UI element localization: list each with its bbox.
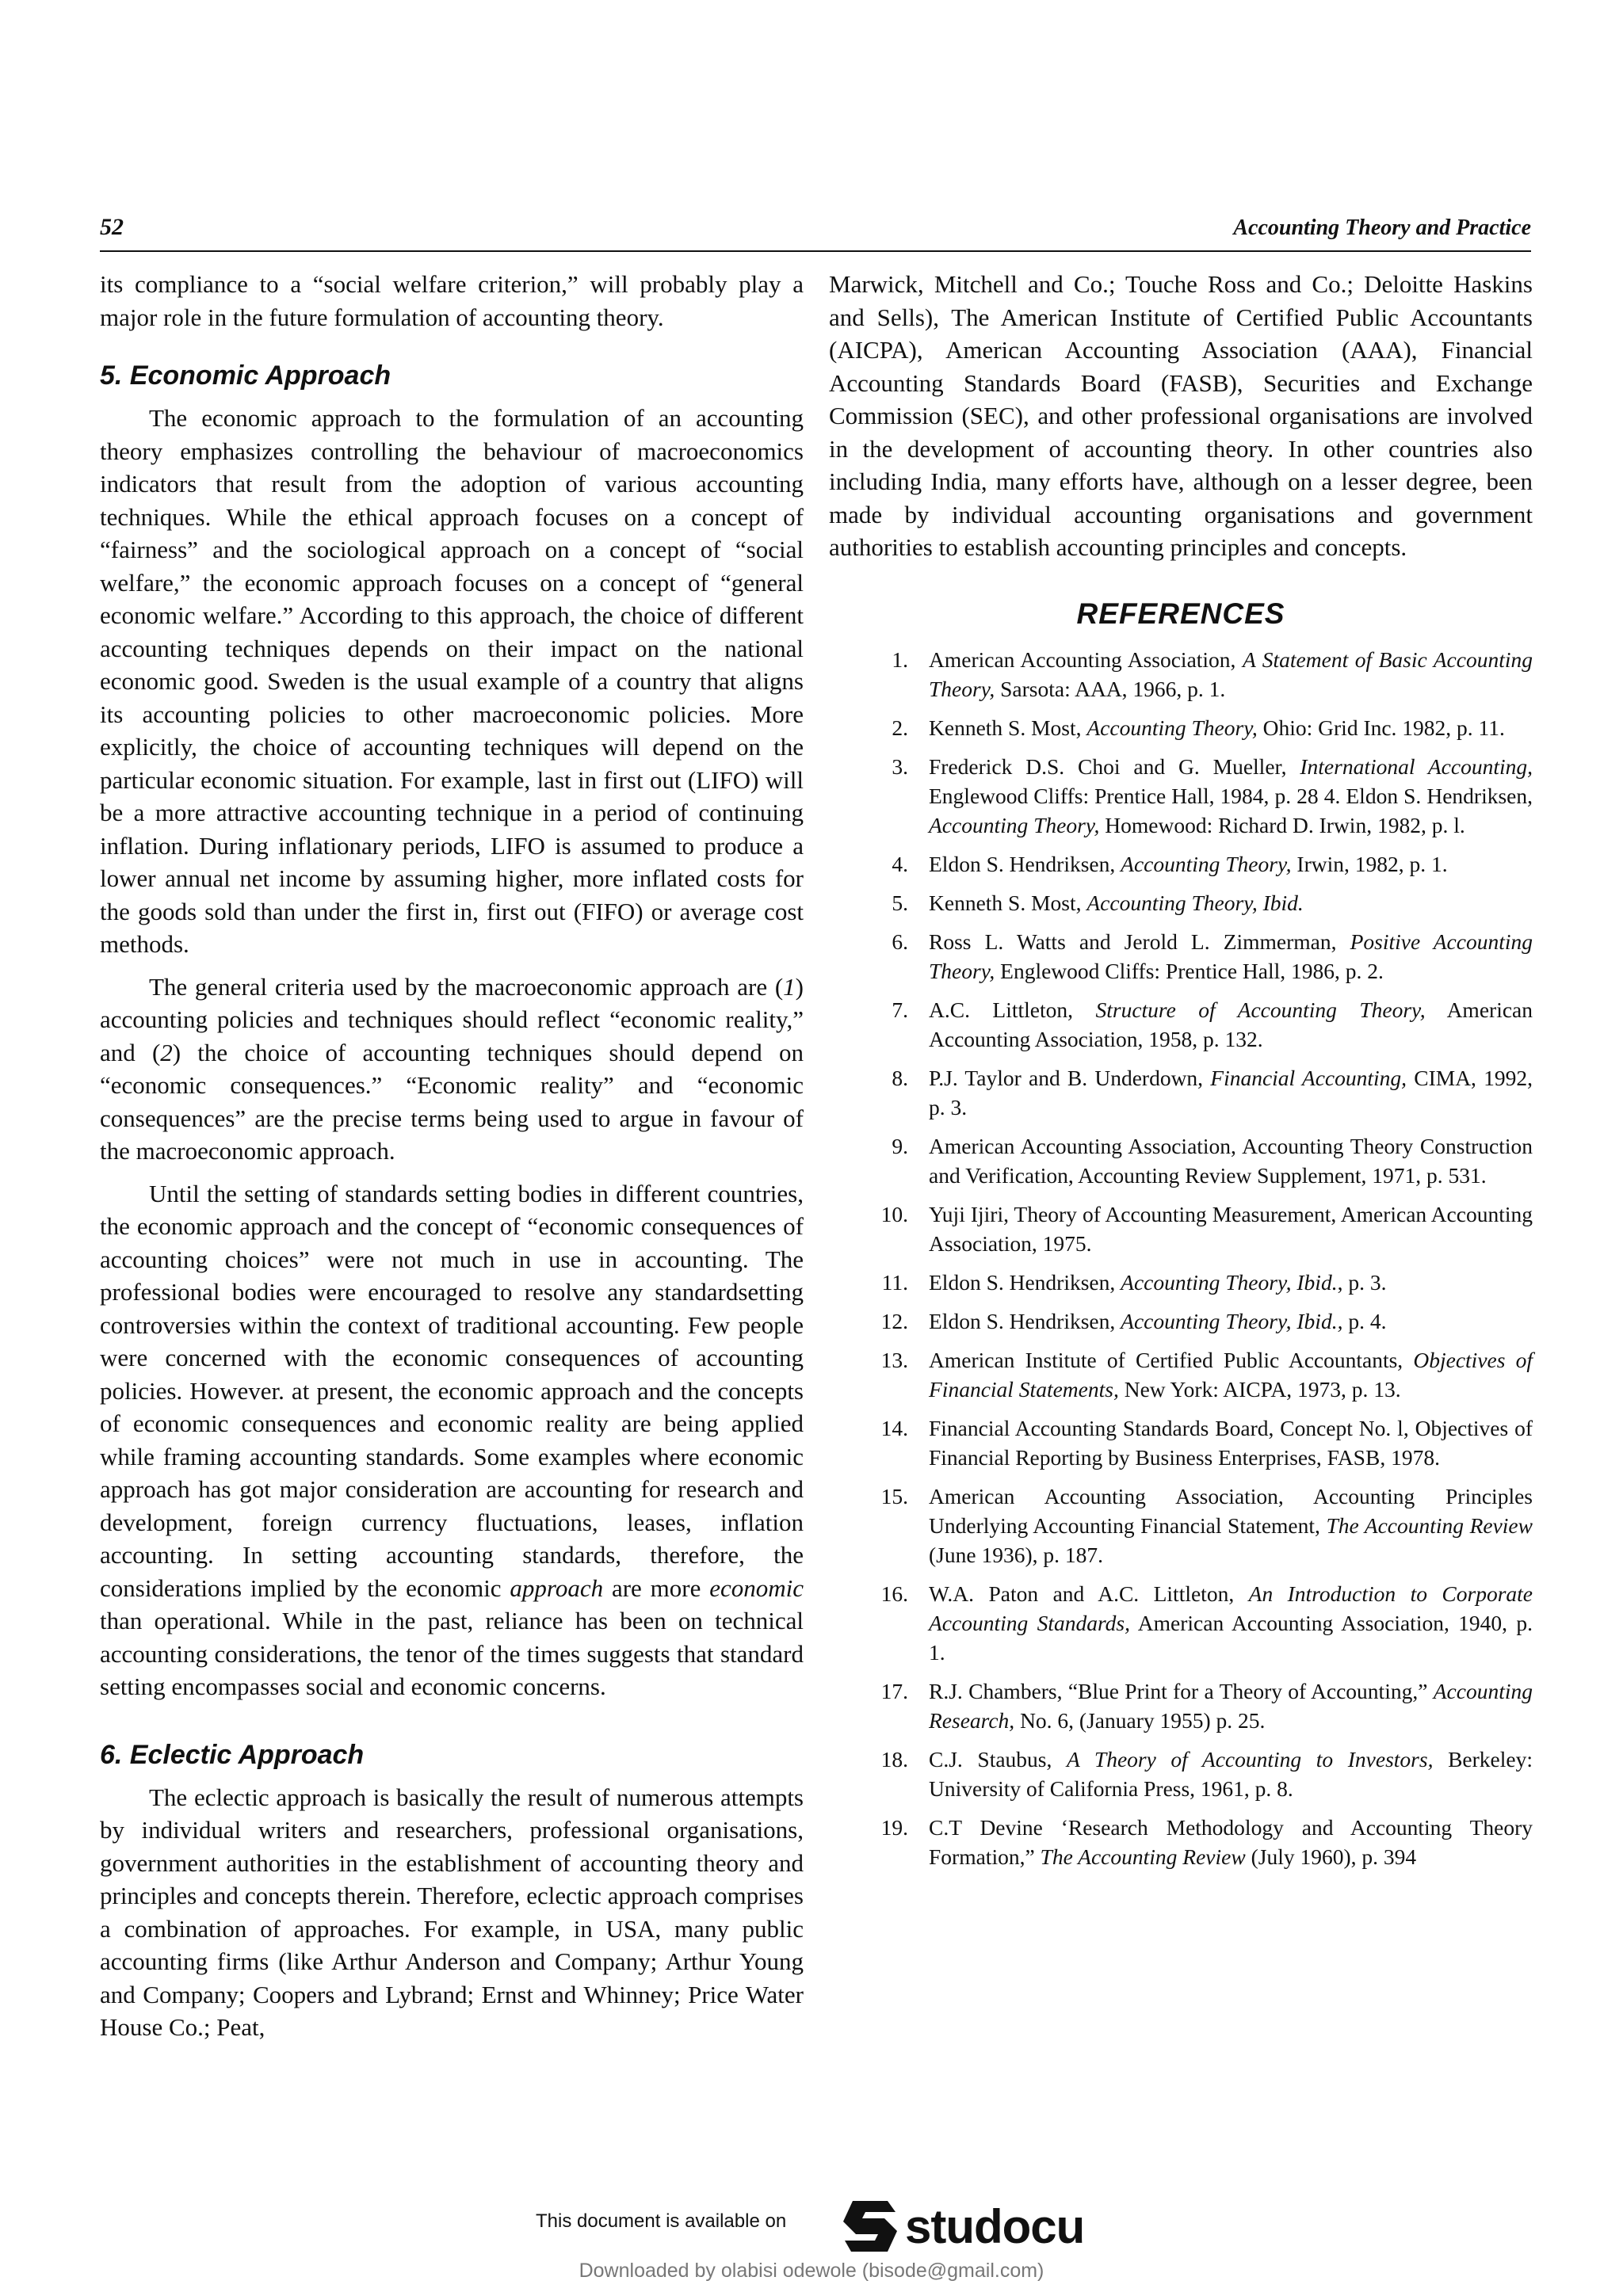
reference-item	[829, 1413, 1533, 1472]
continuation-paragraph: Marwick, Mitchell and Co.; Touche Ross and Co.; Deloitte Haskins and Sells), The American Institute of Certified Public Accountants (AICPA), American Accounting Association (AAA), Financial Accounting Standards Board (FASB), Securities and Exchange Commission (SEC), and other professional organisations are involved in the development of accounting theory. In other countries also including India, many efforts have, although on a lesser degree, been made by individual accounting organisations and government authorities to establish accounting principles and concepts.	[829, 270, 1533, 561]
footer-download-text: Downloaded by olabisi odewole (bisode@gmail.com)	[579, 2260, 1044, 2282]
reference-text: A.C. Littleton,	[929, 997, 1096, 1022]
studocu-logo[interactable]	[838, 2196, 1084, 2256]
reference-italic: The Accounting Review	[1326, 1512, 1533, 1538]
reference-number: 6.	[892, 929, 908, 954]
reference-italic: Positive Accounting Theory,	[929, 929, 1533, 983]
reference-italic: Financial Accounting,	[1210, 1065, 1407, 1090]
reference-text: CIMA, 1992, p. 3.	[929, 1065, 1533, 1119]
reference-number: 10.	[880, 1201, 908, 1226]
reference-text: No. 6, (January 1955) p. 25.	[1014, 1707, 1266, 1733]
reference-text: American Institute of Certified Public Accountants,	[929, 1347, 1414, 1372]
economic-paragraph-3: Until the setting of standards setting bodies in different countries, the economic approach and the concept of “economic consequences of accounting choices” were not much in use in accounting. The professional bodies were encouraged to resolve any standardsetting controversies within the context of traditional accounting. Few people were concerned with the economic consequences of accounting policies. However. at present, the economic approach and the concepts of economic consequences and economic reality are being applied while framing accounting standards. Some examples where economic approach has got major consideration are accounting for research and development, foreign currency fluctuations, leases, inflation accounting. In setting accounting standards, therefore, the considerations implied by the economic approach are more economic than operational. While in the past, reliance has been on technical accounting considerations, the tenor of the times suggests that standard setting encompasses social and economic concerns.	[100, 1179, 804, 1700]
reference-number: 15.	[880, 1483, 908, 1508]
reference-text: Eldon S. Hendriksen,	[929, 851, 1121, 876]
reference-italic: A Statement of Basic Accounting Theory,	[929, 646, 1533, 701]
reference-italic: Objectives of Financial Statements,	[929, 1347, 1533, 1402]
reference-text: Irwin, 1982, p. 1.	[1291, 851, 1448, 876]
reference-text: Kenneth S. Most,	[929, 715, 1087, 740]
reference-italic: Accounting Research,	[929, 1678, 1533, 1733]
page-header	[100, 214, 1531, 252]
reference-text: W.A. Paton and A.C. Littleton,	[929, 1581, 1249, 1606]
footer-available-text: This document is available on	[536, 2210, 787, 2232]
reference-item	[829, 752, 1533, 840]
reference-text: Yuji Ijiri, Theory of Accounting Measurement, American Accounting Association, 1975.	[929, 1201, 1533, 1256]
reference-text: Ohio: Grid Inc. 1982, p. 11.	[1257, 715, 1505, 740]
reference-item	[829, 995, 1533, 1054]
studocu-logo-text: studocu	[905, 2199, 1085, 2253]
reference-text: American Accounting Association, 1958, p. 132.	[929, 997, 1533, 1051]
reference-text: Eldon S. Hendriksen,	[929, 1269, 1121, 1295]
reference-number: 13.	[880, 1347, 908, 1372]
references-list	[829, 645, 1533, 1871]
reference-item	[829, 1306, 1533, 1336]
reference-text: Eldon S. Hendriksen,	[929, 1308, 1121, 1333]
reference-italic: An Introduction to Corporate Accounting Standards,	[929, 1581, 1533, 1635]
reference-italic: Accounting Theory, Ibid.	[1086, 890, 1304, 915]
reference-number: 3.	[892, 753, 908, 779]
running-title: Accounting Theory and Practice	[1233, 215, 1531, 240]
section-heading-economic-approach: 5. Economic Approach	[100, 360, 391, 391]
economic-paragraph-2: The general criteria used by the macroeconomic approach are (1) accounting policies and techniques should reflect “economic reality,” and (2) the choice of accounting techniques should depend on “economic consequences.” “Economic reality” and “economic consequences” are the precise terms being used to argue in favour of the macroeconomic approach.	[100, 972, 804, 1165]
reference-number: 1.	[892, 646, 908, 672]
studocu-logo-icon	[838, 2196, 902, 2256]
intro-paragraph: its compliance to a “social welfare criterion,” will probably play a major role in the future formulation of accounting theory.	[100, 270, 804, 331]
reference-number: 7.	[892, 997, 908, 1022]
reference-text: New York: AICPA, 1973, p. 13.	[1118, 1376, 1401, 1402]
reference-item	[829, 1345, 1533, 1404]
reference-number: 4.	[892, 851, 908, 876]
reference-item	[829, 1482, 1533, 1569]
section-heading-eclectic-approach: 6. Eclectic Approach	[100, 1739, 365, 1770]
reference-item	[829, 1131, 1533, 1190]
reference-text: American Accounting Association,	[929, 646, 1243, 672]
reference-text: (July 1960), p. 394	[1245, 1844, 1417, 1869]
reference-number: 14.	[880, 1415, 908, 1440]
reference-item	[829, 888, 1533, 917]
reference-italic: Accounting Theory,	[929, 812, 1100, 837]
reference-item	[829, 1676, 1533, 1735]
reference-text: American Accounting Association, 1940, p. 1.	[929, 1610, 1533, 1665]
reference-text: R.J. Chambers, “Blue Print for a Theory of Accounting,”	[929, 1678, 1434, 1703]
reference-text: Financial Accounting Standards Board, Concept No. l, Objectives of Financial Reporting by Business Enterprises, FASB, 1978.	[929, 1415, 1533, 1470]
reference-text: C.T Devine ‘Research Methodology and Accounting Theory Formation,”	[929, 1814, 1533, 1869]
reference-number: 19.	[880, 1814, 908, 1840]
reference-text: C.J. Staubus,	[929, 1746, 1067, 1772]
reference-italic: Accounting Theory, Ibid.	[1121, 1269, 1338, 1295]
reference-item	[829, 927, 1533, 986]
reference-text: (June 1936), p. 187.	[929, 1542, 1103, 1567]
reference-text: Berkeley: University of California Press, 1961, p. 8.	[929, 1746, 1533, 1801]
reference-text: Kenneth S. Most,	[929, 890, 1087, 915]
reference-text: , p. 3.	[1337, 1269, 1387, 1295]
left-column	[100, 268, 804, 2044]
reference-number: 2.	[892, 715, 908, 740]
reference-number: 18.	[880, 1746, 908, 1772]
page-number: 52	[100, 214, 124, 240]
reference-item	[829, 645, 1533, 704]
right-column	[829, 268, 1533, 1881]
economic-paragraph-1: The economic approach to the formulation of an accounting theory emphasizes controlling the behaviour of macroeconomics indicators that result from the adoption of various accounting techniques. While the ethical approach focuses on a concept of “fairness” and the sociological approach on a concept of “social welfare,” the economic approach focuses on a concept of “general economic welfare.” According to this approach, the choice of different accounting techniques depends on their impact on the national economic good. Sweden is the usual example of a country that aligns its accounting policies to other macroeconomic policies. More explicitly, the choice of accounting techniques will depend on the particular economic situation. For example, last in first out (LIFO) will be a more attractive accounting technique in a period of continuing inflation. During inflationary periods, LIFO is assumed to produce a lower annual net income by assuming higher, more inflated costs for the goods sold than under the first in, first out (FIFO) or average cost methods.	[100, 404, 804, 958]
reference-text: P.J. Taylor and B. Underdown,	[929, 1065, 1211, 1090]
reference-number: 9.	[892, 1133, 908, 1158]
reference-item	[829, 849, 1533, 879]
reference-italic: Structure of Accounting Theory,	[1095, 997, 1426, 1022]
eclectic-paragraph: The eclectic approach is basically the result of numerous attempts by individual writers and researchers, professional organisations, government authorities in the establishment of accounting theory and principles and concepts therein. Therefore, eclectic approach comprises a combination of approaches. For example, in USA, many public accounting firms (like Arthur Anderson and Company; Arthur Young and Company; Coopers and Lybrand; Ernst and Whinney; Price Water House Co.; Peat,	[100, 1783, 804, 2041]
reference-text: Englewood Cliffs: Prentice Hall, 1984, p. 28 4. Eldon S. Hendriksen,	[929, 783, 1533, 808]
reference-text: American Accounting Association, Accounting Principles Underlying Accounting Financial Statement,	[929, 1483, 1533, 1538]
reference-number: 8.	[892, 1065, 908, 1090]
reference-text: Sarsota: AAA, 1966, p. 1.	[995, 676, 1226, 701]
reference-text: Ross L. Watts and Jerold L. Zimmerman,	[929, 929, 1350, 954]
references-heading: REFERENCES	[1076, 597, 1285, 630]
reference-italic: A Theory of Accounting to Investors,	[1066, 1746, 1434, 1772]
reference-item	[829, 713, 1533, 742]
reference-italic: International Accounting,	[1300, 753, 1533, 779]
reference-item	[829, 1063, 1533, 1122]
reference-text: American Accounting Association, Accounting Theory Construction and Verification, Accounting Review Supplement, 1971, p. 531.	[929, 1133, 1533, 1188]
reference-italic: Accounting Theory,	[1121, 851, 1292, 876]
reference-text: Homewood: Richard D. Irwin, 1982, p. l.	[1099, 812, 1465, 837]
reference-number: 11.	[881, 1269, 908, 1295]
reference-item	[829, 1199, 1533, 1258]
reference-item	[829, 1745, 1533, 1803]
reference-number: 12.	[880, 1308, 908, 1333]
reference-number: 17.	[880, 1678, 908, 1703]
reference-number: 5.	[892, 890, 908, 915]
reference-italic: Accounting Theory, Ibid.,	[1121, 1308, 1343, 1333]
reference-italic: Accounting Theory,	[1086, 715, 1258, 740]
reference-item	[829, 1813, 1533, 1871]
reference-text: Englewood Cliffs: Prentice Hall, 1986, p. 2.	[995, 958, 1384, 983]
reference-text: Frederick D.S. Choi and G. Mueller,	[929, 753, 1300, 779]
reference-italic: The Accounting Review	[1040, 1844, 1246, 1869]
reference-number: 16.	[880, 1581, 908, 1606]
reference-text: p. 4.	[1342, 1308, 1387, 1333]
reference-item	[829, 1268, 1533, 1297]
reference-item	[829, 1579, 1533, 1667]
